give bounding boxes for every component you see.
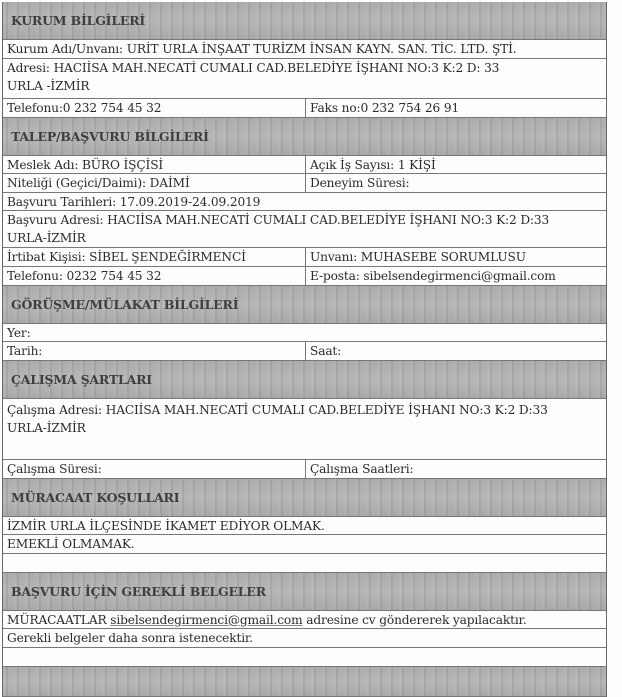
- row-basvuru-adresi: [3, 211, 606, 248]
- email-link[interactable]: sibelsendegirmenci@gmail.com: [110, 612, 303, 627]
- row-kosul: [3, 517, 606, 536]
- kurum-adres-line2: URLA -İZMİR: [7, 78, 90, 93]
- row-kosul: [3, 535, 606, 554]
- deneyim-suresi: Deneyim Süresi:: [310, 176, 410, 190]
- gorusme-yer: Yer:: [7, 325, 31, 340]
- row-belge-2: [3, 629, 606, 648]
- kurum-adres-line1: Adresi: HACIİSA MAH.NECATİ CUMALI CAD.BELEDİYE İŞHANI NO:3 K:2 D: 33: [7, 60, 500, 75]
- job-posting-form: [2, 2, 607, 697]
- calisma-suresi: Çalışma Süresi:: [3, 460, 306, 478]
- calisma-adresi-line1: Çalışma Adresi: HACIİSA MAH.NECATİ CUMALI CAD.BELEDİYE İŞHANI NO:3 K:2 D:33: [7, 403, 548, 417]
- blank-cell: [3, 554, 606, 572]
- section-header-muracaat: [3, 479, 606, 517]
- kurum-adres: [3, 59, 606, 98]
- section-title: TALEP/BAŞVURU BİLGİLERİ: [11, 128, 209, 144]
- calisma-saatleri: Çalışma Saatleri:: [310, 462, 414, 476]
- acik-is-sayisi: Açık İş Sayısı: 1 KİŞİ: [310, 157, 436, 172]
- row-calisma-sure: [3, 460, 606, 479]
- gorusme-tarih: Tarih:: [3, 342, 306, 360]
- kurum-adi: Kurum Adı/Unvanı: URİT URLA İNŞAAT TURİZM İNSAN KAYN. SAN. TİC. LTD. ŞTİ.: [7, 42, 517, 56]
- irtibat-eposta: E-posta: sibelsendegirmenci@gmail.com: [310, 269, 556, 283]
- row-meslek: [3, 156, 606, 175]
- basvuru-adresi-line2: URLA-İZMİR: [7, 231, 86, 245]
- row-irtibat: [3, 248, 606, 267]
- row-kurum-adi: [3, 40, 606, 59]
- section-header-partial: [3, 667, 606, 697]
- belge-prefix: MÜRACAATLAR: [7, 612, 111, 627]
- irtibat-telefon: Telefonu: 0232 754 45 32: [3, 267, 306, 285]
- row-iletisim: [3, 267, 606, 286]
- section-title: KURUM BİLGİLERİ: [11, 13, 146, 28]
- row-kurum-adres: [3, 59, 606, 99]
- section-title: GÖRÜŞME/MÜLAKAT BİLGİLERİ: [11, 296, 239, 312]
- calisma-adresi: [3, 399, 606, 459]
- section-header-talep: [3, 118, 606, 156]
- meslek-adi: Meslek Adı: BÜRO İŞÇİSİ: [3, 156, 306, 174]
- nitelik: Niteliği (Geçici/Daimi): DAİMİ: [3, 174, 306, 192]
- section-title: BAŞVURU İÇİN GEREKLİ BELGELER: [11, 583, 266, 599]
- row-calisma-adresi: [3, 399, 606, 460]
- row-blank: [3, 554, 606, 573]
- kosul-item: EMEKLİ OLMAMAK.: [7, 537, 135, 551]
- basvuru-tarihleri: Başvuru Tarihleri: 17.09.2019-24.09.2019: [7, 194, 261, 209]
- unvan: Unvanı: MUHASEBE SORUMLUSU: [310, 250, 526, 264]
- belge-line-2: Gerekli belgeler daha sonra istenecektir.: [7, 631, 253, 645]
- belge-suffix: adresine cv göndererek yapılacaktır.: [302, 612, 527, 627]
- kurum-telefon: Telefonu:0 232 754 45 32: [3, 99, 306, 117]
- section-title: MÜRACAAT KOŞULLARI: [11, 489, 180, 505]
- row-belge-1: [3, 611, 606, 630]
- kosul-item: İZMİR URLA İLÇESİNDE İKAMET EDİYOR OLMAK.: [7, 518, 325, 533]
- row-blank: [3, 648, 606, 667]
- belge-line-1: [3, 611, 606, 629]
- basvuru-adresi: [3, 211, 606, 247]
- section-header-kurum: [3, 2, 606, 40]
- row-basvuru-tarihleri: [3, 193, 606, 212]
- section-header-calisma: [3, 361, 606, 399]
- row-yer: [3, 324, 606, 343]
- irtibat-kisisi: İrtibat Kişisi: SİBEL ŞENDEĞİRMENCİ: [3, 248, 306, 266]
- row-tarih-saat: [3, 342, 606, 361]
- row-nitelik: [3, 174, 606, 193]
- basvuru-adresi-line1: Başvuru Adresi: HACIİSA MAH.NECATİ CUMALI CAD.BELEDİYE İŞHANI NO:3 K:2 D:33: [7, 213, 550, 227]
- gorusme-saat: Saat:: [310, 344, 342, 358]
- blank-cell: [3, 648, 606, 666]
- section-header-gorusme: [3, 286, 606, 324]
- row-kurum-telefon: [3, 99, 606, 118]
- calisma-adresi-line2: URLA-İZMİR: [7, 421, 86, 435]
- section-title: ÇALIŞMA ŞARTLARI: [11, 372, 152, 387]
- section-header-belgeler: [3, 573, 606, 611]
- kurum-faks: Faks no:0 232 754 26 91: [310, 100, 460, 115]
